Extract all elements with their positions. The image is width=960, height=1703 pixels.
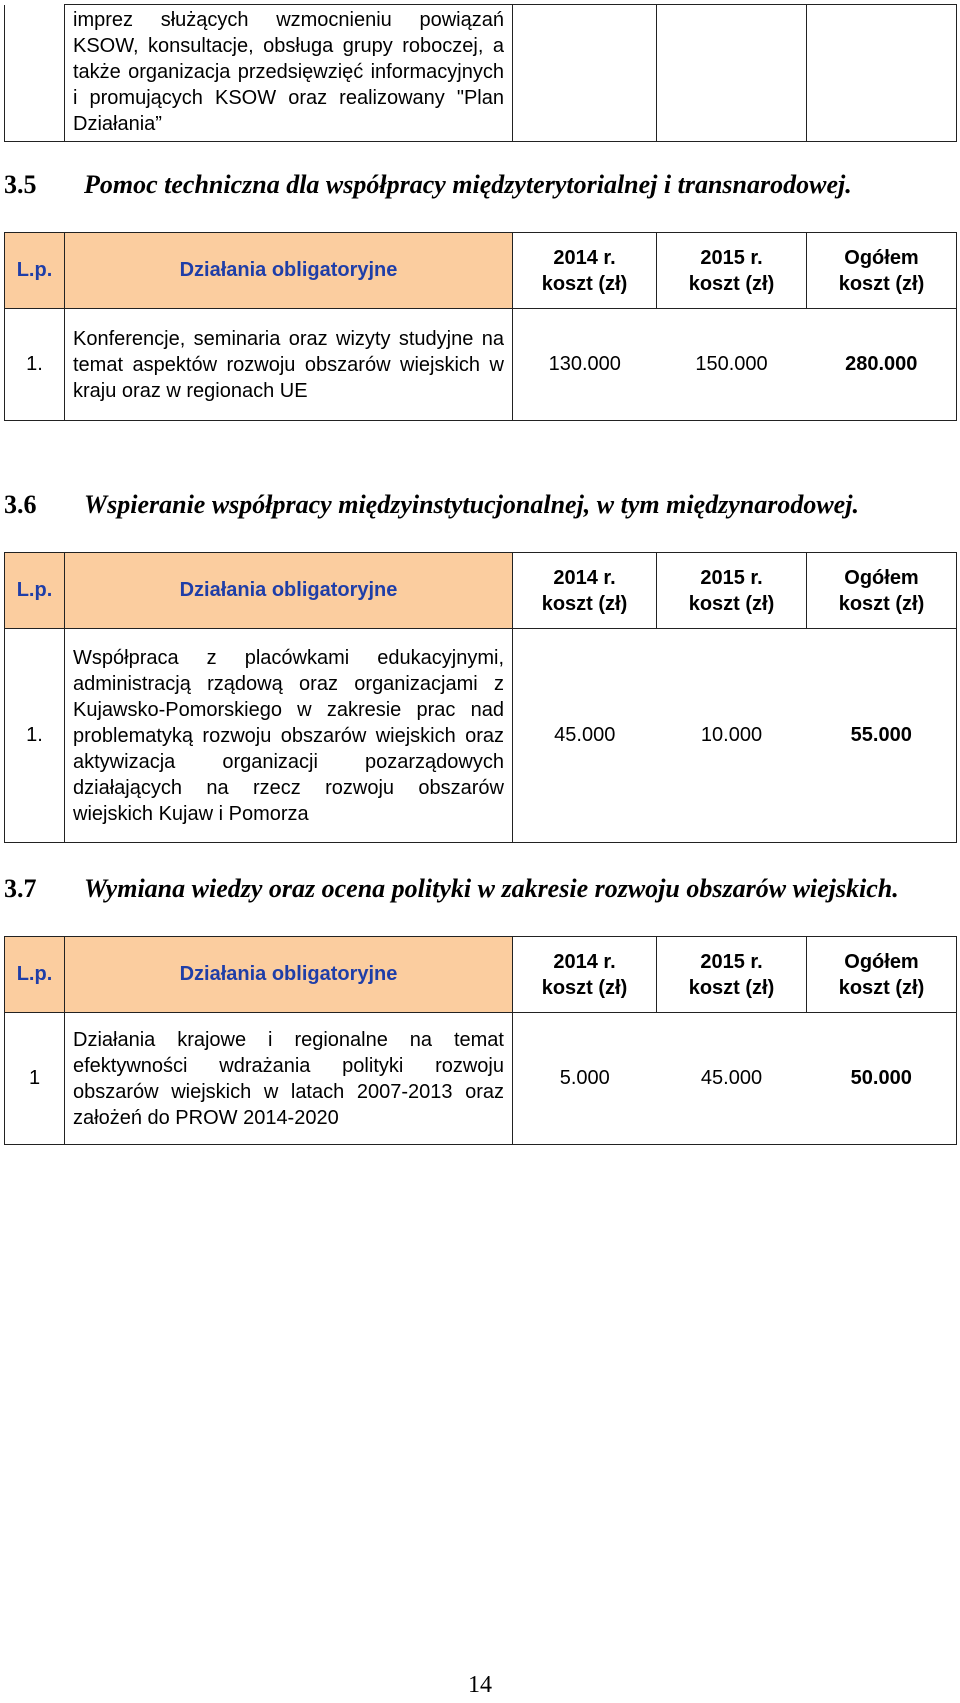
lp-header: L.p. [5,937,65,1013]
section-number: 3.7 [4,874,37,903]
year-2014-header [513,937,657,1013]
row-total: 50.000 [807,1013,957,1145]
header-line: Ogółem [844,950,919,973]
row-cost-2014: 5.000 [513,1013,657,1145]
row-cost-2014: 45.000 [513,629,657,843]
actions-header: Działania obligatoryjne [65,553,513,629]
section-title: Pomoc techniczna dla współpracy międzyterytorialnej i transnarodowej. [84,170,852,199]
year-2015-header [657,553,807,629]
year-2015-header [657,937,807,1013]
continuation-table [4,4,957,142]
header-line: koszt (zł) [688,592,775,615]
header-line: 2014 r. [553,566,616,589]
header-line: 2014 r. [553,246,616,269]
cost-table [4,552,957,843]
section-heading [4,874,899,904]
row-description: Konferencje, seminaria oraz wizyty studyjne na temat aspektów rozwoju obszarów wiejskich w kraju oraz w regionach UE [65,309,513,421]
row-total: 55.000 [807,629,957,843]
header-line: 2015 r. [700,566,763,589]
row-cost-2015: 150.000 [657,309,807,421]
section-number: 3.6 [4,490,37,519]
header-line: koszt (zł) [838,976,925,999]
page-number: 14 [468,1672,492,1698]
table-row [5,629,957,843]
table-header-row [5,553,957,629]
continuation-cost-cell [657,5,807,142]
row-cost-2015: 45.000 [657,1013,807,1145]
actions-header: Działania obligatoryjne [65,233,513,309]
continuation-description: imprez służących wzmocnieniu powiązań KSOW, konsultacje, obsługa grupy roboczej, a także organizacja przedsięwzięć informacyjnych i promujących KSOW oraz realizowany "Plan Działania” [65,5,513,142]
section-heading [4,490,859,520]
table-header-row [5,937,957,1013]
table-row [5,1013,957,1145]
total-header [807,937,957,1013]
cost-table [4,232,957,421]
header-line: 2015 r. [700,246,763,269]
header-line: 2014 r. [553,950,616,973]
table-row [5,309,957,421]
header-line: Ogółem [844,246,919,269]
year-2014-header [513,233,657,309]
row-lp: 1. [5,629,65,843]
row-cost-2015: 10.000 [657,629,807,843]
header-line: koszt (zł) [541,976,628,999]
section-title: Wspieranie współpracy międzyinstytucjonalnej, w tym międzynarodowej. [84,490,859,519]
header-line: koszt (zł) [688,976,775,999]
total-header [807,553,957,629]
row-total: 280.000 [807,309,957,421]
row-cost-2014: 130.000 [513,309,657,421]
header-line: koszt (zł) [541,272,628,295]
section-heading [4,170,852,200]
continuation-cost-cell [807,5,957,142]
header-line: koszt (zł) [688,272,775,295]
actions-header: Działania obligatoryjne [65,937,513,1013]
continuation-lp-cell [5,5,65,142]
row-lp: 1. [5,309,65,421]
lp-header: L.p. [5,553,65,629]
header-line: koszt (zł) [838,272,925,295]
cost-table [4,936,957,1145]
row-lp: 1 [5,1013,65,1145]
section-title: Wymiana wiedzy oraz ocena polityki w zakresie rozwoju obszarów wiejskich. [84,874,899,903]
row-description: Współpraca z placówkami edukacyjnymi, administracją rządową oraz organizacjami z Kujawsko-Pomorskiego w zakresie prac nad problematyką rozwoju obszarów wiejskich oraz aktywizacja organizacji pozarządowych działających na rzecz rozwoju obszarów wiejskich Kujaw i Pomorza [65,629,513,843]
header-line: Ogółem [844,566,919,589]
year-2015-header [657,233,807,309]
table-header-row [5,233,957,309]
header-line: 2015 r. [700,950,763,973]
year-2014-header [513,553,657,629]
continuation-cost-cell [513,5,657,142]
section-number: 3.5 [4,170,37,199]
row-description: Działania krajowe i regionalne na temat efektywności wdrażania polityki rozwoju obszarów wiejskich w latach 2007-2013 oraz założeń do PROW 2014-2020 [65,1013,513,1145]
header-line: koszt (zł) [541,592,628,615]
lp-header: L.p. [5,233,65,309]
total-header [807,233,957,309]
header-line: koszt (zł) [838,592,925,615]
